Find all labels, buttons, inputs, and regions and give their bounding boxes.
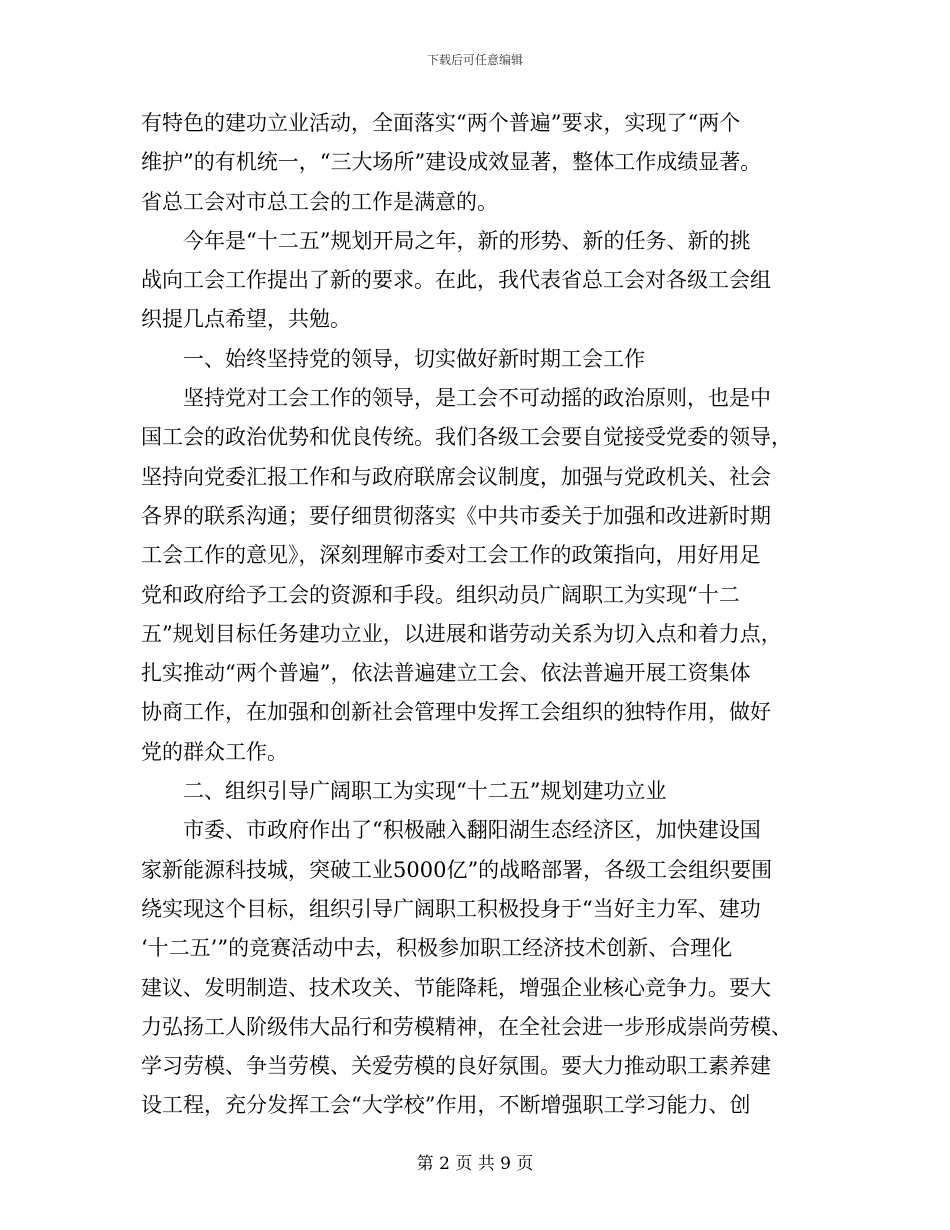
text-line: 学习劳模、争当劳模、关爱劳模的良好氛围。要大力推动职工素养建 (141, 1054, 771, 1079)
text-line: 国工会的政治优势和优良传统。我们各级工会要自觉接受党委的领导， (141, 425, 792, 450)
text-line: 省总工会对市总工会的工作是满意的。 (141, 189, 498, 214)
text-line: 力弘扬工人阶级伟大品行和劳模精神，在全社会进一步形成崇尚劳模、 (141, 1014, 792, 1039)
text-line: 家新能源科技城，突破工业5000亿”的战略部署，各级工会组织要围 (141, 857, 773, 882)
text-line: 坚持党对工会工作的领导，是工会不可动摇的政治原则，也是中 (141, 386, 771, 411)
page-header: 下载后可任意编辑 (426, 53, 523, 67)
section-heading-2: 二、组织引导广阔职工为实现“十二五”规划建功立业 (141, 779, 667, 804)
text-line: 党和政府给予工会的资源和手段。组织动员广阔职工为实现“十二 (141, 582, 740, 607)
text-line: 维护”的有机统一，“三大场所”建设成效显著，整体工作成绩显著。 (141, 150, 762, 175)
text-line: 党的群众工作。 (141, 739, 288, 764)
text-line: 市委、市政府作出了“积极融入翻阳湖生态经济区，加快建设国 (141, 818, 761, 843)
text-line: 扎实推动“两个普遍”，依法普遍建立工会、依法普遍开展工资集体 (141, 661, 751, 686)
text-line: 今年是“十二五”规划开局之年，新的形势、新的任务、新的挑 (141, 228, 751, 253)
section-heading-1: 一、始终坚持党的领导，切实做好新时期工会工作 (141, 346, 645, 371)
text-line: 有特色的建功立业活动，全面落实“两个普遍”要求，实现了“两个 (141, 111, 741, 135)
page-footer: 第 2 页 共 9 页 (416, 1154, 534, 1174)
text-line: ‘十二五’”的竞赛活动中去，积极参加职工经济技术创新、合理化 (141, 936, 733, 961)
text-line: 坚持向党委汇报工作和与政府联席会议制度，加强与党政机关、社会 (141, 464, 771, 489)
text-line: 设工程，充分发挥工会“大学校”作用，不断增强职工学习能力、创 (141, 1093, 751, 1118)
text-line: 织提几点希望，共勉。 (141, 307, 351, 332)
text-line: 协商工作，在加强和创新社会管理中发挥工会组织的独特作用，做好 (141, 700, 771, 725)
body-text (141, 104, 813, 1126)
text-line: 工会工作的意见》，深刻理解市委对工会工作的政策指向，用好用足 (141, 543, 761, 568)
text-line: 绕实现这个目标，组织引导广阔职工积极投身于“当好主力军、建功 (141, 896, 761, 921)
text-line: 建议、发明制造、技术攻关、节能降耗，增强企业核心竞争力。要大 (141, 975, 771, 1000)
text-line: 各界的联系沟通；要仔细贯彻落实《中共市委关于加强和改进新时期 (141, 503, 771, 528)
text-line: 五”规划目标任务建功立业，以进展和谐劳动关系为切入点和着力点， (141, 621, 782, 646)
text-line: 战向工会工作提出了新的要求。在此，我代表省总工会对各级工会组 (141, 268, 771, 293)
